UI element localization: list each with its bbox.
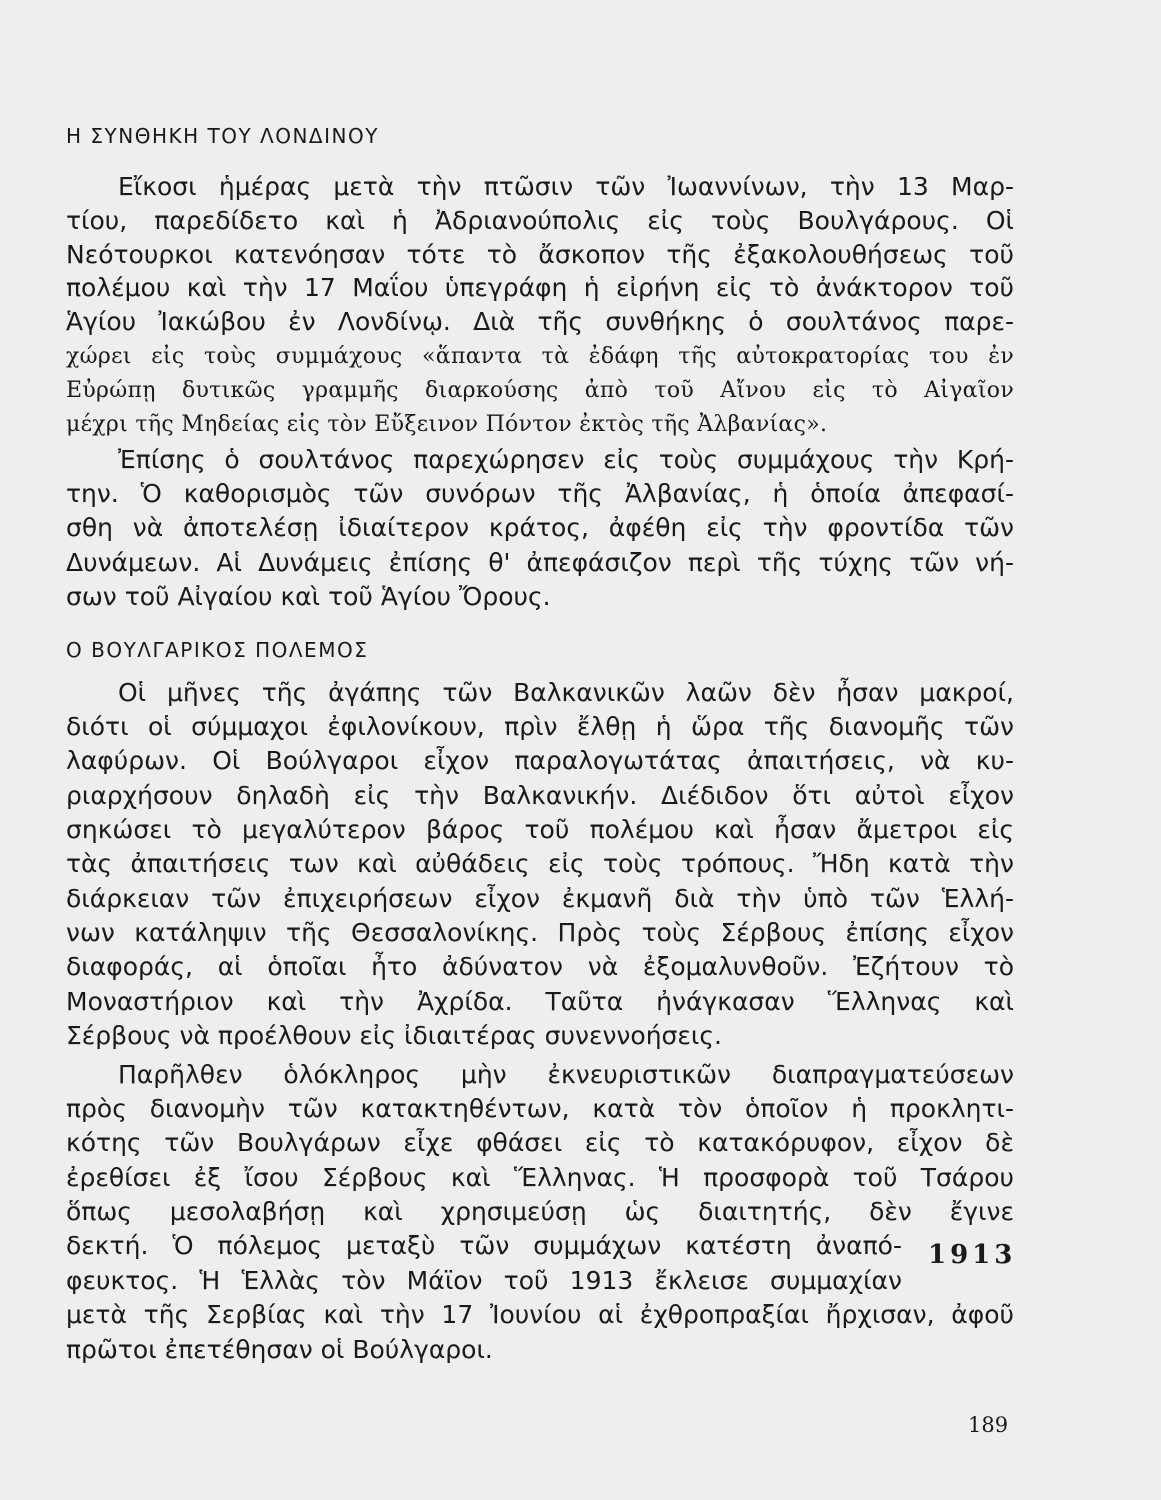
text-line: δεκτή. Ὁ πόλεμος μεταξὺ τῶν συμμάχων κατέστη ἀναπό- <box>66 1231 902 1260</box>
text-line: διάρκειαν τῶν ἐπιχειρήσεων εἶχον ἐκμανῆ διὰ τὴν ὑπὸ τῶν Ἑλλή- <box>66 884 1014 913</box>
text-line: διαφοράς, αἱ ὁποῖαι ἦτο ἀδύνατον νὰ ἐξομαλυνθοῦν. Ἐζήτουν τὸ <box>66 952 1014 981</box>
section-heading-treaty-of-london: Η ΣΥΝΘΗΚΗ ΤΟΥ ΛΟΝΔΙΝΟΥ <box>66 124 379 148</box>
text-line: τίου, παρεδίδετο καὶ ἡ Ἀδριανούπολις εἰς τοὺς Βουλγάρους. Οἱ <box>66 206 1014 235</box>
text-line: λαφύρων. Οἱ Βούλγαροι εἶχον παραλογωτάτας ἀπαιτήσεις, νὰ κυ- <box>66 746 1014 775</box>
text-line: σων τοῦ Αἰγαίου καὶ τοῦ Ἁγίου Ὄρους. <box>66 582 551 611</box>
text-line: μέχρι τῆς Μηδείας εἰς τὸν Εὔξεινον Πόντον ἐκτὸς τῆς Ἀλβανίας». <box>66 412 828 437</box>
text-line: την. Ὁ καθορισμὸς τῶν συνόρων τῆς Ἀλβανίας, ἡ ὁποία ἀπεφασί- <box>66 479 1014 508</box>
text-line: Μοναστήριον καὶ τὴν Ἀχρίδα. Ταῦτα ἠνάγκασαν Ἕλληνας καὶ <box>66 987 1014 1016</box>
text-line: Σέρβους νὰ προέλθουν εἰς ἰδιαιτέρας συνεννοήσεις. <box>66 1021 722 1050</box>
text-line: Οἱ μῆνες τῆς ἀγάπης τῶν Βαλκανικῶν λαῶν δὲν ἦσαν μακροί, <box>118 678 1014 707</box>
text-line: σθη νὰ ἀποτελέσῃ ἰδιαίτερον κράτος, ἀφέθη εἰς τὴν φροντίδα τῶν <box>66 513 1014 542</box>
text-line: μετὰ τῆς Σερβίας καὶ τὴν 17 Ἰουνίου αἱ ἐχθροπραξίαι ἤρχισαν, ἀφοῦ <box>66 1300 1014 1329</box>
text-line: Εὐρώπῃ δυτικῶς γραμμῆς διαρκούσης ἀπὸ τοῦ Αἴνου εἰς τὸ Αἰγαῖον <box>66 378 1014 403</box>
page-number: 189 <box>968 1413 1009 1437</box>
text-line: πρὸς διανομὴν τῶν κατακτηθέντων, κατὰ τὸν ὁποῖον ἡ προκλητι- <box>66 1094 1014 1123</box>
section-heading-bulgarian-war: Ο ΒΟΥΛΓΑΡΙΚΟΣ ΠΟΛΕΜΟΣ <box>66 638 369 662</box>
text-line: σηκώσει τὸ μεγαλύτερον βάρος τοῦ πολέμου καὶ ἦσαν ἄμετροι εἰς <box>66 815 1014 844</box>
text-line: πρῶτοι ἐπετέθησαν οἱ Βούλγαροι. <box>66 1335 493 1364</box>
text-line: Ἐπίσης ὁ σουλτάνος παρεχώρησεν εἰς τοὺς συμμάχους τὴν Κρή- <box>118 445 1014 474</box>
text-line: νων κατάληψιν τῆς Θεσσαλονίκης. Πρὸς τοὺς Σέρβους ἐπίσης εἶχον <box>66 918 1014 947</box>
text-line: κότης τῶν Βουλγάρων εἶχε φθάσει εἰς τὸ κατακόρυφον, εἶχον δὲ <box>66 1128 1014 1157</box>
text-line: φευκτος. Ἡ Ἑλλὰς τὸν Μάϊον τοῦ 1913 ἔκλεισε συμμαχίαν <box>66 1266 902 1295</box>
text-line: Δυνάμεων. Αἱ Δυνάμεις ἐπίσης θ' ἀπεφάσιζον περὶ τῆς τύχης τῶν νή- <box>66 548 1014 577</box>
text-line: Παρῆλθεν ὁλόκληρος μὴν ἐκνευριστικῶν διαπραγματεύσεων <box>118 1060 1014 1089</box>
text-line: τὰς ἀπαιτήσεις των καὶ αὐθάδεις εἰς τοὺς τρόπους. Ἤδη κατὰ τὴν <box>66 849 1014 878</box>
margin-year-note: 1913 <box>928 1240 1017 1270</box>
text-line: διότι οἱ σύμμαχοι ἐφιλονίκουν, πρὶν ἔλθῃ ἡ ὥρα τῆς διανομῆς τῶν <box>66 712 1014 741</box>
text-line: ἐρεθίσει ἐξ ἴσου Σέρβους καὶ Ἕλληνας. Ἡ προσφορὰ τοῦ Τσάρου <box>66 1163 1014 1192</box>
text-line: Νεότουρκοι κατενόησαν τότε τὸ ἄσκοπον τῆς ἐξακολουθήσεως τοῦ <box>66 240 1014 269</box>
text-line: ριαρχήσουν δηλαδὴ εἰς τὴν Βαλκανικήν. Διέδιδον ὅτι αὐτοὶ εἶχον <box>66 781 1014 810</box>
text-line: ὅπως μεσολαβήσῃ καὶ χρησιμεύσῃ ὡς διαιτητής, δὲν ἔγινε <box>66 1197 1014 1226</box>
text-line: Εἴκοσι ἡμέρας μετὰ τὴν πτῶσιν τῶν Ἰωαννίνων, τὴν 13 Μαρ- <box>118 172 1014 201</box>
text-line: χώρει εἰς τοὺς συμμάχους «ἅπαντα τὰ ἐδάφη τῆς αὐτοκρατορίας του ἐν <box>66 344 1014 369</box>
text-line: Ἁγίου Ἰακώβου ἐν Λονδίνῳ. Διὰ τῆς συνθήκης ὁ σουλτάνος παρε- <box>66 307 1014 336</box>
text-line: πολέμου καὶ τὴν 17 Μαΐου ὑπεγράφη ἡ εἰρήνη εἰς τὸ ἀνάκτορον τοῦ <box>66 273 1014 302</box>
